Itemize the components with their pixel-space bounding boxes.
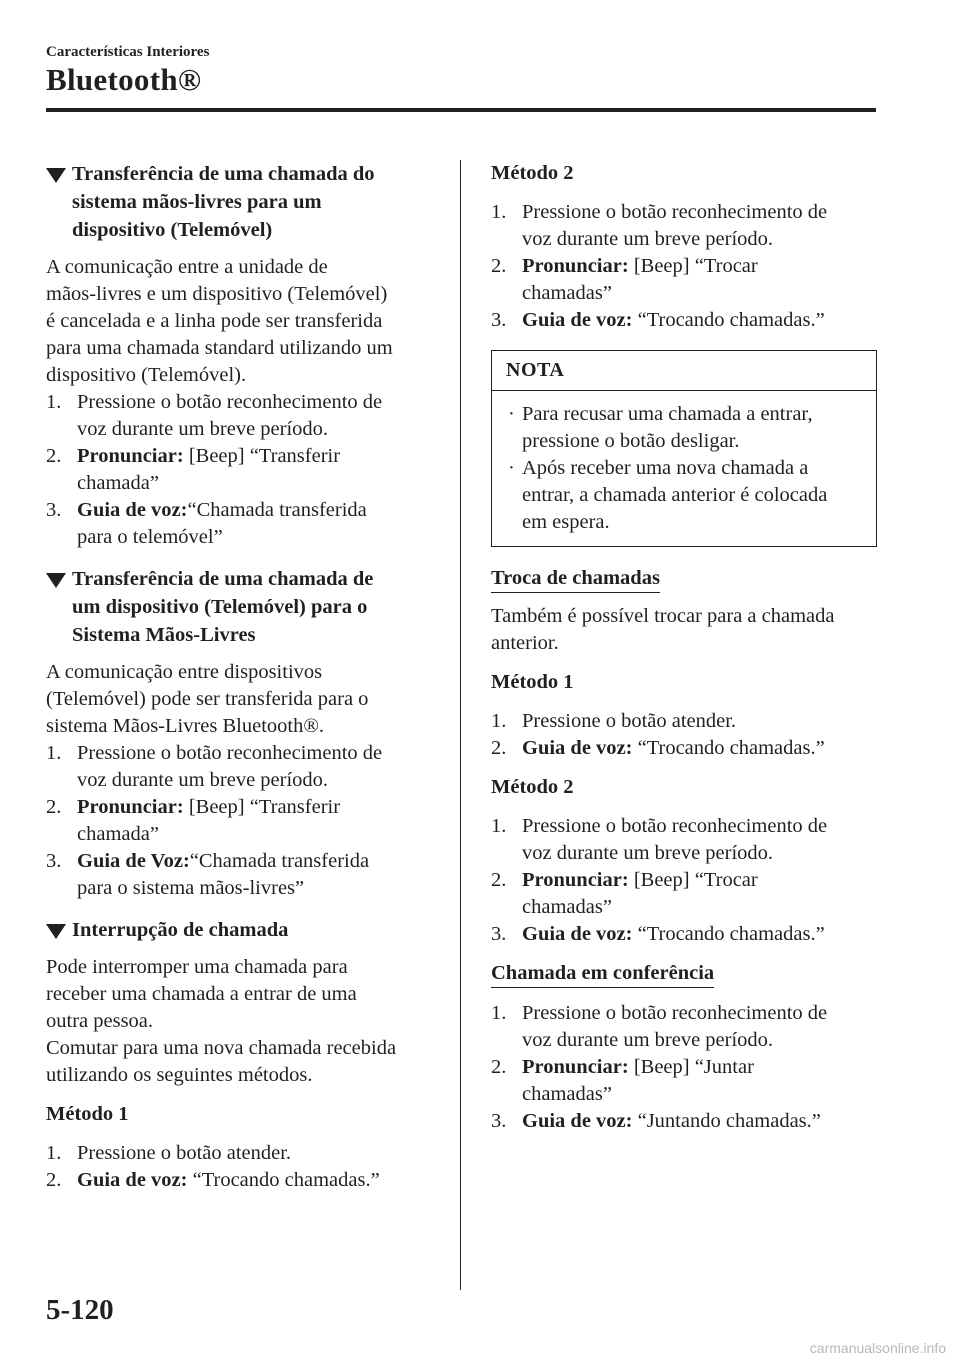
step-item [491, 921, 877, 948]
step-text: “Trocando chamadas.” [632, 923, 825, 945]
text-line: sistema mãos-livres para um [72, 191, 322, 213]
header-rule [46, 108, 876, 112]
text-line: A comunicação entre dispositivos [46, 661, 323, 683]
step-text: [Beep] “Trocar [628, 255, 758, 277]
triangle-bullet-icon [46, 924, 66, 939]
right-column [491, 160, 877, 1135]
step-keyword: Guia de voz: [522, 923, 633, 945]
step-keyword: Guia de voz: [522, 737, 633, 759]
text-line: Comutar para uma nova chamada recebida [46, 1037, 397, 1059]
method-label: Método 1 [491, 671, 574, 693]
text-line: Também é possível trocar para a chamada [491, 605, 835, 627]
step-text: [Beep] “Juntar [628, 1056, 754, 1078]
step-keyword: Guia de voz: [77, 499, 188, 521]
heading-lines [72, 916, 436, 944]
step-item [491, 1054, 877, 1108]
step-text: “Chamada transferida [187, 499, 367, 521]
step-item [491, 253, 877, 307]
paragraph [46, 659, 436, 740]
text-line: um dispositivo (Telemóvel) para o [72, 596, 368, 618]
note-text: pressione o botão desligar. [522, 430, 740, 452]
paragraph [46, 254, 436, 389]
step-number: 2. [491, 869, 507, 891]
text-line: mãos-livres e um dispositivo (Telemóvel) [46, 283, 388, 305]
step-item [491, 307, 877, 334]
step-number: 1. [46, 742, 62, 764]
left-column [46, 160, 436, 1194]
step-text: Pressione o botão reconhecimento de [77, 742, 383, 764]
triangle-bullet-icon [46, 168, 66, 183]
step-text: chamada” [77, 472, 159, 494]
step-list [491, 708, 877, 762]
step-item [491, 735, 877, 762]
step-text: Pressione o botão reconhecimento de [522, 1002, 828, 1024]
text-line: Pode interromper uma chamada para [46, 956, 348, 978]
step-text: Pressione o botão atender. [77, 1142, 292, 1164]
step-list [491, 199, 877, 334]
step-number: 3. [46, 850, 62, 872]
step-keyword: Guia de voz: [522, 309, 633, 331]
step-item [491, 1108, 877, 1135]
bullet-dot-icon: · [508, 457, 515, 479]
text-line: Interrupção de chamada [72, 919, 289, 941]
step-item [491, 813, 877, 867]
step-keyword: Guia de Voz: [77, 850, 190, 872]
method-label: Método 2 [491, 776, 574, 798]
step-number: 2. [491, 255, 507, 277]
subheading-call-swap: Troca de chamadas [491, 565, 660, 593]
step-number: 3. [46, 499, 62, 521]
step-item [46, 1167, 436, 1194]
step-item [491, 708, 877, 735]
text-line: anterior. [491, 632, 559, 654]
step-number: 1. [46, 391, 62, 413]
note-body [492, 391, 876, 546]
note-bullet [506, 401, 864, 455]
step-text: Pressione o botão reconhecimento de [77, 391, 383, 413]
step-text: [Beep] “Transferir [183, 445, 341, 467]
text-line: sistema Mãos-Livres Bluetooth®. [46, 715, 325, 737]
step-text: para o sistema mãos-livres” [77, 877, 305, 899]
step-number: 2. [491, 737, 507, 759]
step-number: 1. [491, 201, 507, 223]
step-list [46, 389, 436, 551]
step-text: chamadas” [522, 896, 612, 918]
step-item [46, 389, 436, 443]
step-item [491, 1000, 877, 1054]
header-title: Bluetooth® [46, 62, 202, 97]
text-line: Transferência de uma chamada do [72, 163, 375, 185]
step-item [491, 867, 877, 921]
step-text: voz durante um breve período. [522, 1029, 774, 1051]
step-text: Pressione o botão reconhecimento de [522, 815, 828, 837]
column-divider [460, 160, 461, 1290]
text-line: utilizando os seguintes métodos. [46, 1064, 313, 1086]
paragraph [491, 603, 877, 657]
step-text: voz durante um breve período. [77, 418, 329, 440]
paragraph [46, 954, 436, 1089]
text-line: (Telemóvel) pode ser transferida para o [46, 688, 369, 710]
step-text: [Beep] “Trocar [628, 869, 758, 891]
step-text: voz durante um breve período. [77, 769, 329, 791]
step-keyword: Pronunciar: [77, 445, 184, 467]
step-text: chamadas” [522, 282, 612, 304]
step-item [46, 740, 436, 794]
step-number: 3. [491, 1110, 507, 1132]
note-box [491, 350, 877, 547]
step-number: 1. [46, 1142, 62, 1164]
step-number: 1. [491, 710, 507, 732]
step-text: “Trocando chamadas.” [632, 309, 825, 331]
section-heading-transfer-to-handsfree [46, 565, 436, 649]
step-text: para o telemóvel” [77, 526, 223, 548]
step-text: voz durante um breve período. [522, 842, 774, 864]
note-title: NOTA [492, 351, 876, 391]
text-line: dispositivo (Telemóvel) [72, 219, 273, 241]
step-keyword: Pronunciar: [522, 255, 629, 277]
text-line: Transferência de uma chamada de [72, 568, 374, 590]
step-item [491, 199, 877, 253]
heading-lines [72, 565, 436, 649]
step-number: 2. [46, 796, 62, 818]
subheading-conference-call: Chamada em conferência [491, 960, 714, 988]
triangle-bullet-icon [46, 573, 66, 588]
text-line: outra pessoa. [46, 1010, 154, 1032]
note-bullet [506, 455, 864, 536]
text-line: Sistema Mãos-Livres [72, 624, 256, 646]
step-keyword: Guia de voz: [77, 1169, 188, 1191]
step-list [46, 1140, 436, 1194]
step-number: 1. [491, 815, 507, 837]
method-label: Método 1 [46, 1103, 129, 1125]
text-line: é cancelada e a linha pode ser transferida [46, 310, 383, 332]
step-number: 2. [491, 1056, 507, 1078]
step-text: “Juntando chamadas.” [632, 1110, 821, 1132]
step-keyword: Pronunciar: [77, 796, 184, 818]
step-keyword: Guia de voz: [522, 1110, 633, 1132]
step-text: Pressione o botão atender. [522, 710, 737, 732]
step-number: 2. [46, 1169, 62, 1191]
step-number: 3. [491, 923, 507, 945]
step-keyword: Pronunciar: [522, 1056, 629, 1078]
watermark: carmanualsonline.info [809, 1340, 946, 1356]
step-text: [Beep] “Transferir [183, 796, 341, 818]
step-text: voz durante um breve período. [522, 228, 774, 250]
section-heading-transfer-to-phone [46, 160, 436, 244]
step-list [491, 813, 877, 948]
header-section-label: Características Interiores [46, 44, 210, 60]
step-number: 2. [46, 445, 62, 467]
step-number: 1. [491, 1002, 507, 1024]
text-line: para uma chamada standard utilizando um [46, 337, 393, 359]
text-line: A comunicação entre a unidade de [46, 256, 328, 278]
step-text: “Chamada transferida [189, 850, 370, 872]
page-number: 5-120 [46, 1294, 114, 1326]
step-item [46, 443, 436, 497]
step-text: “Trocando chamadas.” [632, 737, 825, 759]
step-text: Pressione o botão reconhecimento de [522, 201, 828, 223]
step-item [46, 794, 436, 848]
note-text: em espera. [522, 511, 610, 533]
step-list [491, 1000, 877, 1135]
step-item [46, 497, 436, 551]
step-list [46, 740, 436, 902]
step-item [46, 1140, 436, 1167]
step-number: 3. [491, 309, 507, 331]
step-keyword: Pronunciar: [522, 869, 629, 891]
step-item [46, 848, 436, 902]
text-line: receber uma chamada a entrar de uma [46, 983, 357, 1005]
step-text: “Trocando chamadas.” [187, 1169, 380, 1191]
section-heading-call-interruption [46, 916, 436, 944]
heading-lines [72, 160, 436, 244]
step-text: chamadas” [522, 1083, 612, 1105]
method-label: Método 2 [491, 162, 574, 184]
note-text: Para recusar uma chamada a entrar, [522, 403, 813, 425]
note-text: entrar, a chamada anterior é colocada [522, 484, 828, 506]
bullet-dot-icon: · [508, 403, 515, 425]
step-text: chamada” [77, 823, 159, 845]
note-text: Após receber uma nova chamada a [522, 457, 809, 479]
text-line: dispositivo (Telemóvel). [46, 364, 247, 386]
